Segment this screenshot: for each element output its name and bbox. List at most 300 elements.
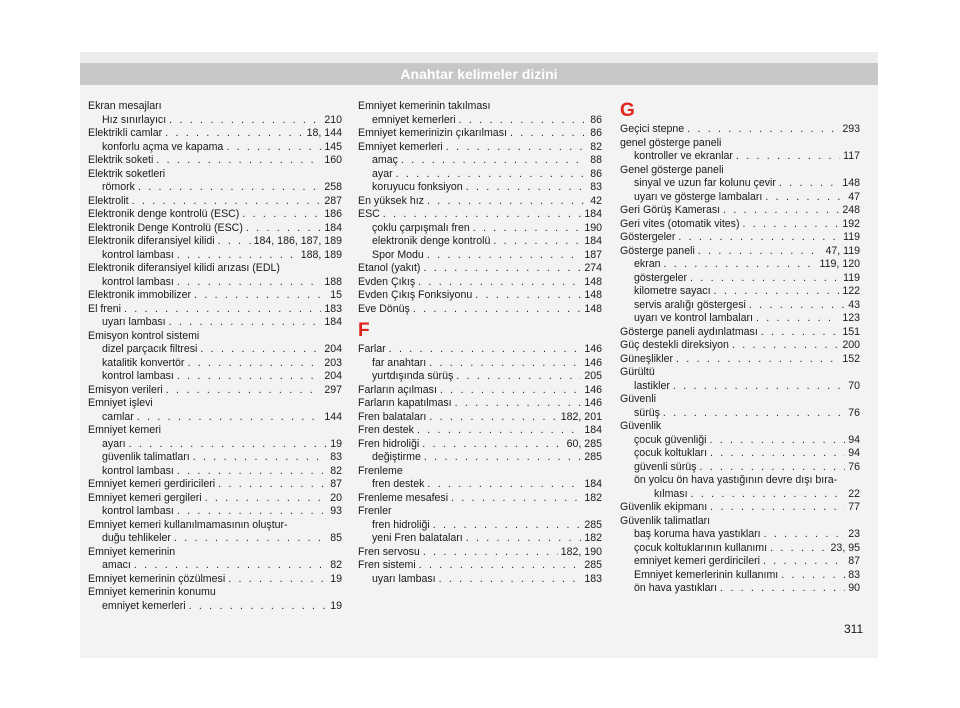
entry-label: Elektronik immobilizer — [88, 289, 192, 301]
entry-label: Genel gösterge paneli — [620, 163, 724, 176]
index-entry — [620, 353, 860, 367]
dot-leader — [218, 235, 251, 249]
index-entry — [620, 339, 860, 353]
dot-leader — [187, 357, 321, 371]
entry-page-ref: 204 — [324, 343, 342, 355]
index-entry — [358, 208, 602, 222]
entry-page-ref: 190 — [584, 221, 602, 234]
entry-label: uyarı ve gösterge lambaları — [634, 190, 763, 203]
index-entry — [88, 168, 342, 182]
entry-label: Geçici stepne — [620, 123, 685, 135]
dot-leader — [174, 532, 327, 546]
dot-leader — [673, 380, 845, 394]
entry-label: ESC — [358, 208, 380, 220]
index-subentry — [358, 249, 602, 263]
entry-label: Elektronik diferansiyel kilidi — [88, 235, 215, 247]
dot-leader — [710, 501, 845, 515]
entry-page-ref: 122 — [842, 285, 860, 297]
index-subentry — [358, 370, 602, 384]
entry-label: Elektrolit — [88, 194, 129, 207]
entry-page-ref: 184, 186, 187, 189 — [253, 235, 342, 247]
entry-label: Ekran mesajları — [88, 100, 162, 112]
dot-leader — [451, 492, 581, 506]
entry-label: Elektronik diferansiyel kilidi arızası (EDL) — [88, 262, 280, 274]
index-entry — [358, 289, 602, 303]
dot-leader — [723, 204, 839, 218]
index-entry — [358, 505, 602, 519]
dot-leader — [424, 451, 581, 465]
dot-leader — [690, 272, 840, 286]
dot-leader — [417, 424, 581, 438]
entry-label: Geri vites (otomatik vites) — [620, 217, 740, 230]
dot-leader — [401, 154, 587, 168]
index-entry — [358, 262, 602, 276]
index-subentry — [620, 528, 860, 542]
entry-label: dizel parçacık filtresi — [102, 343, 198, 355]
entry-label: Eve Dönüş — [358, 302, 410, 315]
dot-leader — [510, 127, 587, 141]
dot-leader — [663, 407, 845, 421]
entry-label: kontrol lambası — [102, 464, 174, 477]
index-subentry — [620, 258, 860, 272]
entry-page-ref: 184 — [324, 221, 342, 234]
entry-label: kontrol lambası — [102, 275, 174, 288]
dot-leader — [761, 326, 840, 340]
entry-label: çocuk koltuklarının kullanımı — [634, 541, 768, 554]
index-subentry — [620, 447, 860, 461]
index-entry — [88, 262, 342, 276]
index-entry — [358, 424, 602, 438]
entry-page-ref: 76 — [848, 406, 860, 419]
entry-label: Emniyet kemerinin çözülmesi — [88, 572, 226, 585]
entry-label: yeni Fren balataları — [372, 532, 463, 544]
entry-label: Evden Çıkış Fonksiyonu — [358, 289, 473, 301]
entry-label: Emniyet kemeri — [88, 424, 161, 436]
entry-label: konforlu açma ve kapama — [102, 140, 224, 153]
dot-leader — [720, 582, 845, 596]
dot-leader — [749, 299, 845, 313]
entry-label: Elektrik soketleri — [88, 167, 166, 180]
entry-page-ref: 90 — [848, 582, 860, 594]
page-number: 311 — [844, 622, 864, 636]
dot-leader — [664, 258, 817, 272]
entry-label: Emniyet kemeri gergileri — [88, 491, 202, 504]
index-subentry — [88, 114, 342, 128]
entry-page-ref: 19 — [330, 599, 342, 612]
entry-page-ref: 184 — [324, 316, 342, 328]
index-subentry — [358, 114, 602, 128]
index-subentry — [358, 235, 602, 249]
entry-page-ref: 297 — [324, 383, 342, 396]
entry-label: Güvenlik — [620, 420, 662, 432]
entry-label: yurtdışında sürüş — [372, 370, 454, 382]
index-subentry — [620, 272, 860, 286]
index-entry — [88, 154, 342, 168]
dot-leader — [764, 528, 846, 542]
entry-label: Frenleme — [358, 464, 403, 477]
index-entry — [620, 218, 860, 232]
dot-leader — [732, 339, 839, 353]
index-entry — [358, 343, 602, 357]
index-subentry — [620, 177, 860, 191]
entry-page-ref: 86 — [590, 127, 602, 139]
entry-label: fren destek — [372, 478, 425, 490]
index-entry — [88, 235, 342, 249]
index-subentry — [620, 542, 860, 556]
index-entry — [358, 438, 602, 452]
entry-page-ref: 87 — [848, 555, 860, 567]
entry-page-ref: 205 — [584, 370, 602, 382]
entry-page-ref: 83 — [590, 181, 602, 193]
dot-leader — [165, 127, 303, 141]
index-entry — [620, 326, 860, 340]
dot-leader — [687, 123, 839, 137]
dot-leader — [177, 370, 321, 384]
dot-leader — [193, 451, 327, 465]
index-entry — [88, 519, 342, 533]
entry-page-ref: 47, 119 — [825, 244, 860, 257]
entry-page-ref: 19 — [330, 437, 342, 450]
entry-label: Frenler — [358, 505, 392, 517]
index-subentry — [358, 451, 602, 465]
entry-label: far anahtarı — [372, 356, 427, 369]
entry-page-ref: 19 — [330, 572, 342, 585]
entry-label: amacı — [102, 559, 131, 571]
dot-leader — [138, 181, 321, 195]
entry-label: koruyucu fonksiyon — [372, 181, 463, 193]
dot-leader — [763, 555, 845, 569]
entry-page-ref: 183 — [324, 302, 342, 315]
index-subentry — [620, 299, 860, 313]
index-entry — [88, 289, 342, 303]
entry-label: Emisyon verileri — [88, 383, 163, 396]
index-subentry — [88, 411, 342, 425]
entry-page-ref: 20 — [330, 491, 342, 504]
index-entry — [358, 276, 602, 290]
entry-label: Emisyon kontrol sistemi — [88, 329, 200, 342]
index-entry — [620, 164, 860, 178]
dot-leader — [429, 357, 581, 371]
entry-label: Göstergeler — [620, 231, 676, 243]
entry-page-ref: 18, 144 — [306, 127, 342, 139]
entry-label: Etanol (yakıt) — [358, 262, 421, 274]
entry-page-ref: 119 — [843, 231, 860, 243]
index-entry — [358, 546, 602, 560]
entry-label: Elektronik denge kontrolü (ESC) — [88, 208, 240, 220]
entry-page-ref: 192 — [842, 217, 860, 230]
entry-label: lastikler — [634, 379, 670, 392]
dot-leader — [134, 559, 327, 573]
dot-leader — [779, 177, 839, 191]
entry-label: camlar — [102, 410, 134, 423]
index-entry — [620, 515, 860, 529]
index-subentry — [358, 357, 602, 371]
index-entry — [358, 492, 602, 506]
entry-label: Farlar — [358, 343, 386, 355]
index-entry — [88, 492, 342, 506]
dot-leader — [194, 289, 327, 303]
index-subentry — [620, 474, 860, 488]
dot-leader — [246, 222, 321, 236]
entry-label: kontroller ve ekranlar — [634, 150, 733, 162]
index-subentry — [358, 222, 602, 236]
entry-label: katalitik konvertör — [102, 356, 185, 369]
entry-label: çocuk koltukları — [634, 447, 708, 459]
index-subentry — [620, 461, 860, 475]
entry-page-ref: 146 — [584, 397, 602, 409]
entry-page-ref: 148 — [584, 275, 602, 288]
entry-label: Farların açılması — [358, 383, 437, 396]
entry-label: Evden Çıkış — [358, 275, 416, 288]
index-subentry — [88, 343, 342, 357]
entry-page-ref: 293 — [842, 123, 860, 135]
entry-page-ref: 23 — [848, 528, 860, 540]
dot-leader — [129, 438, 328, 452]
index-subentry — [620, 285, 860, 299]
index-entry — [358, 195, 602, 209]
entry-label: servis aralığı göstergesi — [634, 298, 746, 311]
index-entry — [358, 411, 602, 425]
entry-label: emniyet kemerleri — [102, 599, 186, 612]
entry-label: güvenlik talimatları — [102, 451, 190, 463]
entry-page-ref: 184 — [584, 478, 602, 490]
index-entry — [620, 366, 860, 380]
entry-page-ref: 151 — [842, 325, 860, 338]
index-entry — [88, 573, 342, 587]
index-entry — [358, 100, 602, 114]
index-entry — [620, 137, 860, 151]
entry-label: Güvenlik ekipmanı — [620, 501, 708, 513]
index-entry — [88, 303, 342, 317]
index-entry — [358, 384, 602, 398]
entry-label: baş koruma hava yastıkları — [634, 528, 761, 540]
index-entry — [358, 141, 602, 155]
entry-label: güvenli sürüş — [634, 460, 697, 473]
entry-label: Farların kapatılması — [358, 397, 452, 409]
index-subentry — [358, 519, 602, 533]
index-entry — [620, 501, 860, 515]
dot-leader — [736, 150, 840, 164]
entry-page-ref: 82 — [330, 559, 342, 571]
entry-label: Hız sınırlayıcı — [102, 113, 167, 126]
index-entry — [88, 424, 342, 438]
entry-label: genel gösterge paneli — [620, 136, 722, 149]
entry-page-ref: 183 — [584, 572, 602, 585]
entry-page-ref: 182, 201 — [560, 410, 602, 423]
index-subentry — [620, 569, 860, 583]
index-entry — [88, 546, 342, 560]
index-subentry — [358, 478, 602, 492]
entry-label: kontrol lambası — [102, 370, 174, 382]
index-subentry — [358, 181, 602, 195]
index-subentry — [358, 573, 602, 587]
dot-leader — [429, 411, 557, 425]
dot-leader — [228, 573, 327, 587]
entry-label: sinyal ve uzun far kolunu çevir — [634, 177, 776, 189]
index-entry — [358, 397, 602, 411]
index-subentry — [88, 357, 342, 371]
index-entry — [88, 195, 342, 209]
index-entry — [88, 127, 342, 141]
index-subentry — [620, 150, 860, 164]
entry-label: emniyet kemeri gerdiricileri — [634, 555, 760, 567]
entry-page-ref: 182 — [584, 491, 602, 504]
dot-leader — [493, 235, 581, 249]
index-subentry — [88, 559, 342, 573]
entry-label: göstergeler — [634, 271, 687, 284]
dot-leader — [156, 154, 321, 168]
entry-label: Geri Görüş Kamerası — [620, 204, 721, 216]
index-subentry — [88, 276, 342, 290]
dot-leader — [242, 208, 321, 222]
entry-page-ref: 182 — [584, 532, 602, 544]
entry-label: Elektrikli camlar — [88, 127, 163, 139]
entry-label: Güvenli — [620, 393, 656, 405]
entry-label: ön yolcu ön hava yastığının devre dışı bıra- — [634, 474, 838, 486]
entry-label: Gösterge paneli aydınlatması — [620, 325, 758, 338]
entry-label: kontrol lambası — [102, 505, 174, 517]
dot-leader — [423, 262, 581, 276]
entry-label: çoklu çarpışmalı fren — [372, 221, 470, 234]
entry-page-ref: 146 — [584, 383, 602, 396]
dot-leader — [691, 488, 846, 502]
dot-leader — [177, 276, 321, 290]
dot-leader — [765, 191, 845, 205]
entry-label: ayarı — [102, 437, 126, 450]
entry-label: amaç — [372, 154, 398, 166]
entry-page-ref: 148 — [584, 289, 602, 301]
dot-leader — [427, 478, 581, 492]
dot-leader — [456, 370, 581, 384]
page-title: Anahtar kelimeler dizini — [400, 66, 558, 82]
dot-leader — [226, 141, 321, 155]
entry-page-ref: 94 — [848, 447, 860, 459]
entry-label: kilometre sayacı — [634, 285, 711, 297]
dot-leader — [473, 222, 582, 236]
index-subentry — [88, 438, 342, 452]
entry-page-ref: 144 — [324, 410, 342, 423]
dot-leader — [166, 384, 322, 398]
entry-label: Emniyet kemerinizin çıkarılması — [358, 127, 507, 139]
index-entry — [620, 393, 860, 407]
entry-label: Fren hidroliği — [358, 437, 420, 450]
dot-leader — [218, 478, 327, 492]
entry-page-ref: 83 — [848, 568, 860, 581]
entry-page-ref: 86 — [590, 167, 602, 180]
entry-label: En yüksek hız — [358, 194, 424, 207]
dot-leader — [466, 181, 588, 195]
index-entry — [620, 245, 860, 259]
dot-leader — [709, 434, 845, 448]
index-subentry — [88, 316, 342, 330]
dot-leader — [413, 303, 581, 317]
entry-page-ref: 248 — [842, 204, 860, 216]
entry-page-ref: 94 — [848, 433, 860, 446]
entry-page-ref: 86 — [590, 113, 602, 126]
entry-page-ref: 43 — [848, 298, 860, 311]
index-entry — [620, 123, 860, 137]
dot-leader — [698, 245, 823, 259]
entry-page-ref: 184 — [584, 235, 602, 247]
dot-leader — [124, 303, 321, 317]
index-entry — [358, 559, 602, 573]
index-entry — [88, 384, 342, 398]
index-subentry — [620, 582, 860, 596]
entry-page-ref: 188 — [324, 275, 342, 288]
index-entry — [88, 100, 342, 114]
dot-leader — [781, 569, 845, 583]
entry-page-ref: 119, 120 — [819, 258, 860, 270]
entry-label: Fren destek — [358, 424, 414, 436]
entry-label: römork — [102, 181, 135, 193]
entry-label: Gürültü — [620, 366, 655, 378]
entry-page-ref: 210 — [324, 113, 342, 126]
index-subentry — [620, 407, 860, 421]
index-entry — [620, 420, 860, 434]
entry-page-ref: 93 — [330, 505, 342, 517]
index-subentry — [88, 505, 342, 519]
dot-leader — [169, 114, 321, 128]
entry-page-ref: 160 — [324, 154, 342, 166]
dot-leader — [466, 532, 582, 546]
entry-label: Güneşlikler — [620, 352, 673, 365]
dot-leader — [756, 312, 839, 326]
entry-page-ref: 184 — [584, 424, 602, 436]
index-entry — [358, 127, 602, 141]
entry-label: Emniyet kemerinin konumu — [88, 586, 216, 598]
index-entry — [88, 330, 342, 344]
index-subentry — [88, 249, 342, 263]
entry-label: Emniyet işlevi — [88, 397, 153, 409]
entry-page-ref: 22 — [848, 487, 860, 500]
index-column-1 — [88, 100, 342, 613]
dot-leader — [177, 465, 327, 479]
entry-page-ref: 146 — [584, 343, 602, 355]
index-entry — [358, 303, 602, 317]
entry-page-ref: 285 — [584, 518, 602, 531]
entry-label: uyarı ve kontrol lambaları — [634, 312, 753, 324]
dot-leader — [427, 249, 581, 263]
dot-leader — [427, 195, 587, 209]
dot-leader — [714, 285, 840, 299]
entry-label: Emniyet kemerinin takılması — [358, 100, 491, 112]
entry-page-ref: 119 — [843, 271, 860, 284]
entry-page-ref: 145 — [324, 140, 342, 153]
entry-label: Fren servosu — [358, 545, 420, 558]
dot-leader — [389, 343, 582, 357]
index-entry — [88, 208, 342, 222]
entry-page-ref: 285 — [584, 559, 602, 571]
entry-label: Spor Modu — [372, 248, 424, 261]
index-subentry — [620, 312, 860, 326]
entry-page-ref: 117 — [843, 150, 860, 162]
entry-page-ref: 42 — [590, 194, 602, 207]
index-subentry — [620, 488, 860, 502]
entry-page-ref: 76 — [848, 460, 860, 473]
entry-label: Güç destekli direksiyon — [620, 339, 729, 351]
index-subentry — [88, 370, 342, 384]
entry-page-ref: 88 — [590, 154, 602, 166]
index-entry — [88, 586, 342, 600]
index-subentry — [620, 380, 860, 394]
dot-leader — [419, 559, 582, 573]
index-entry — [358, 465, 602, 479]
index-subentry — [88, 451, 342, 465]
index-subentry — [88, 532, 342, 546]
dot-leader — [422, 438, 563, 452]
dot-leader — [189, 600, 328, 614]
entry-page-ref: 87 — [330, 478, 342, 490]
